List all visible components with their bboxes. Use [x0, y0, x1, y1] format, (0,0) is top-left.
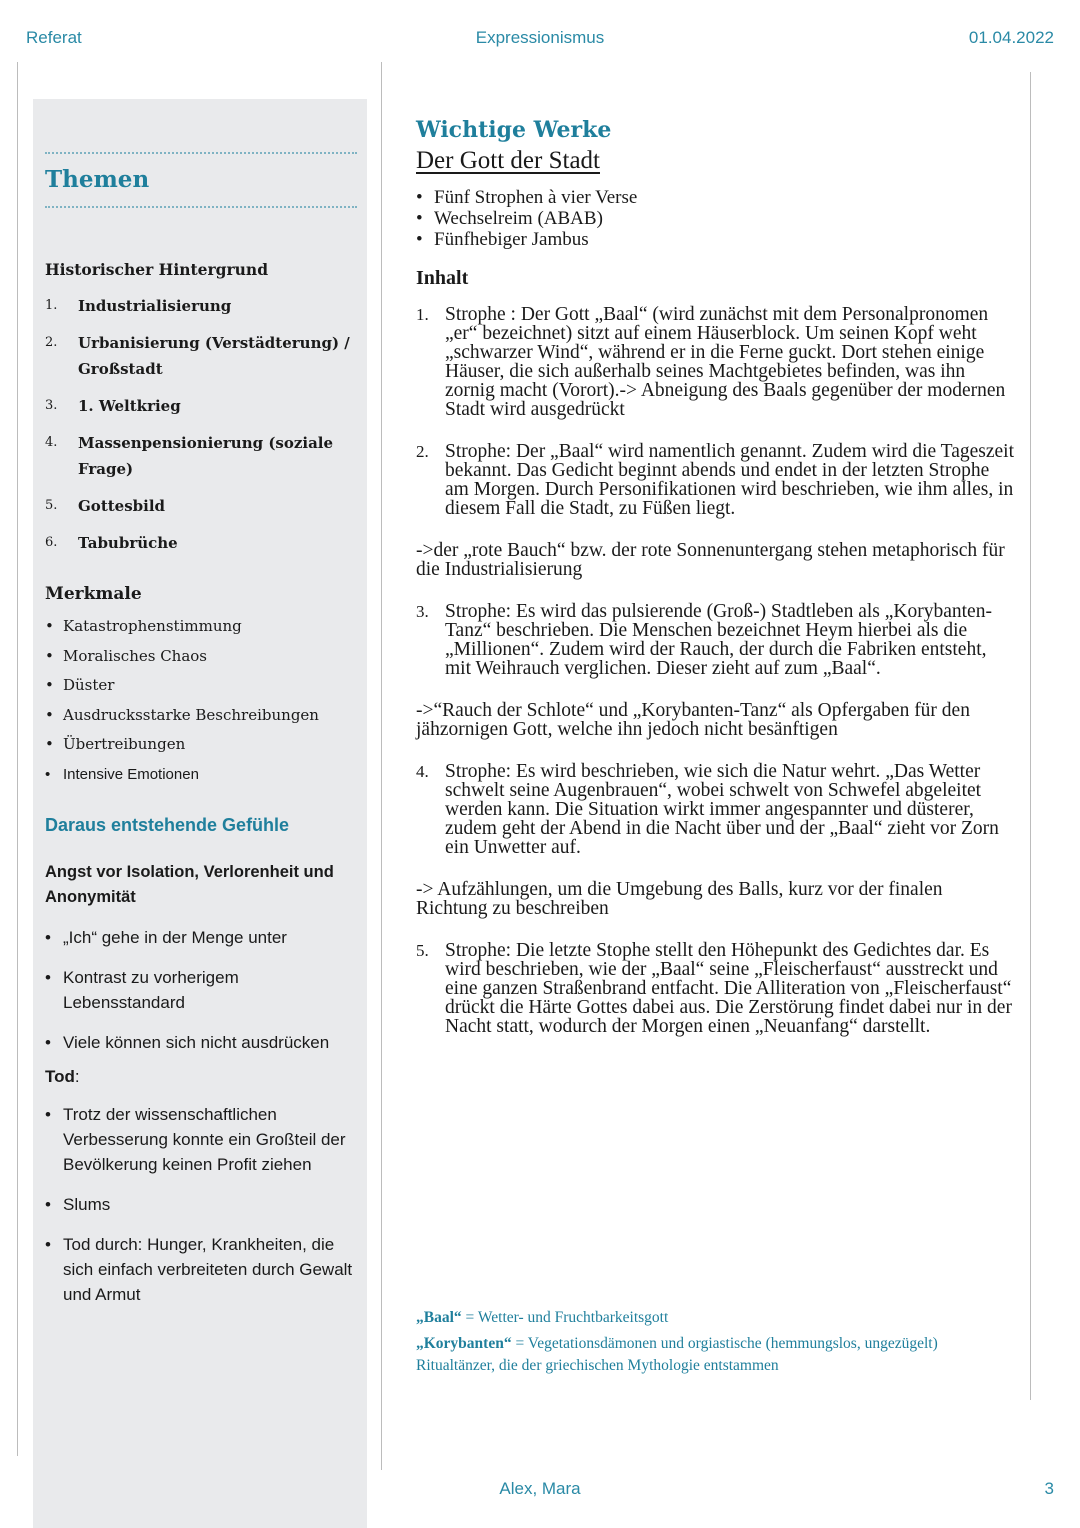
strophe-4: 4. Strophe: Es wird beschrieben, wie sich die Natur wehrt. „Das Wetter schwelt seine Augenbrauen“, wobei schwelt von Schwefel abgeleitet werden kann. Die Situation wirkt immer angespannter und düsterer, zudem geht der Abend in die Nacht über und der „Baal“ zieht vor Zorn ein Unwetter auf. [416, 761, 999, 858]
main-content [416, 117, 1016, 1036]
list-item: • Moralisches Chaos [45, 646, 208, 665]
list-item: 1. Industrialisierung [45, 297, 232, 315]
list-item: 3. 1. Weltkrieg [45, 397, 181, 415]
list-item: • Trotz der wissenschaftlichen Verbesserung konnte ein Großteil der Bevölkerung keinen Profit ziehen [45, 1105, 346, 1174]
merkmale-list [45, 612, 357, 789]
header-left: Referat [26, 28, 82, 47]
footer-authors: Alex, Mara [499, 1479, 581, 1498]
footnote-korybanten: „Korybanten“ = Vegetationsdämonen und orgiastische (hemmungslos, ungezügelt) Ritualtänzer, die der griechischen Mythologie entstammen [416, 1335, 938, 1374]
right-margin-line [1030, 72, 1031, 1400]
list-item: 4. Massenpensionierung (soziale Frage) [45, 434, 334, 478]
form-list [416, 187, 1016, 250]
gefuehle-heading: Daraus entstehende Gefühle [45, 815, 290, 835]
list-item: • Slums [45, 1195, 111, 1214]
dotted-divider-top [45, 152, 357, 154]
tod-list [45, 1102, 357, 1307]
list-item: • Übertreibungen [45, 735, 186, 753]
list-item: • Wechselreim (ABAB) [416, 208, 603, 229]
angst-heading: Angst vor Isolation, Verlorenheit und Anonymität [45, 863, 334, 906]
strophe-3: 3. Strophe: Es wird das pulsierende (Groß-) Stadtleben als „Korybanten-Tanz“ beschrieben. Die Menschen bezeichnet Heym hierbei als die „Millionen“. Zudem wird der Rauch, der durch die Fabriken entsteht, mit Weihrauch verglichen. Dieser zieht auf zum „Baal“. [416, 601, 992, 679]
strophe-1: 1. Strophe : Der Gott „Baal“ (wird zunächst mit dem Personalpronomen „er“ bezeichnet) sitzt auf einem Häuserblock. Um seinen Kopf weht „schwarzer Wind“, während er in die Ferne guckt. Dort stehen einige Häuser, die sich außerhalb seines Machtgebietes befinden, was ihn zornig macht (Vorort).-> Abneigung des Baals gegenüber der modernen Stadt wird ausgedrückt [416, 304, 1006, 420]
page-number: 3 [1044, 1479, 1054, 1498]
inhalt-heading: Inhalt [416, 267, 469, 289]
poem-title: Der Gott der Stadt [416, 147, 600, 174]
angst-list [45, 925, 357, 1055]
strophe-2: 2. Strophe: Der „Baal“ wird namentlich genannt. Zudem wird die Tageszeit bekannt. Das Gedicht beginnt abends und endet in der letzten Strophe am Morgen. Durch Personifikationen wird beschrieben, wie ihm alles, in diesem Fall die Stadt, zu Füßen liegt. [416, 441, 1015, 519]
list-item: • Kontrast zu vorherigem Lebensstandard [45, 968, 239, 1012]
column-divider-line [381, 62, 382, 1470]
sidebar [33, 99, 367, 1528]
dotted-divider-bottom [45, 206, 357, 208]
merkmale-heading: Merkmale [45, 584, 142, 604]
footnotes [416, 1305, 1016, 1377]
section-title: Wichtige Werke [416, 117, 612, 143]
footnote-baal: „Baal“ = Wetter- und Fruchtbarkeitsgott [416, 1309, 669, 1326]
list-item: • Tod durch: Hunger, Krankheiten, die sich einfach verbreiteten durch Gewalt und Armut [45, 1235, 353, 1304]
list-item: • Intensive Emotionen [45, 765, 199, 783]
historisch-list [45, 293, 357, 556]
note-3: -> Aufzählungen, um die Umgebung des Balls, kurz vor der finalen Richtung zu beschreiben [416, 879, 943, 919]
historisch-heading: Historischer Hintergrund [45, 260, 269, 279]
note-1: ->der „rote Bauch“ bzw. der rote Sonnenuntergang stehen metaphorisch für die Industrialisierung [416, 540, 1005, 580]
list-item: • Katastrophenstimmung [45, 617, 242, 635]
header-date: 01.04.2022 [968, 28, 1054, 47]
list-item: • Fünfhebiger Jambus [416, 229, 589, 250]
left-margin-line [17, 62, 18, 1456]
list-item: 2. Urbanisierung (Verstädterung) / Großstadt [45, 334, 350, 378]
sidebar-title: Themen [45, 166, 150, 193]
list-item: 5. Gottesbild [45, 497, 166, 515]
list-item: • Düster [45, 676, 115, 694]
header-title: Expressionismus [475, 28, 605, 47]
list-item: • „Ich“ gehe in der Menge unter [45, 928, 287, 947]
note-2: ->“Rauch der Schlote“ und „Korybanten-Tanz“ als Opfergaben für den jähzornigen Gott, welche ihn jedoch nicht besänftigen [416, 700, 970, 740]
list-item: 6. Tabubrüche [45, 534, 178, 552]
list-item: • Viele können sich nicht ausdrücken [45, 1033, 330, 1052]
tod-heading: Tod: [45, 1067, 80, 1086]
list-item: • Ausdrucksstarke Beschreibungen [45, 705, 319, 724]
list-item: • Fünf Strophen à vier Verse [416, 187, 638, 208]
strophe-5: 5. Strophe: Die letzte Stophe stellt den Höhepunkt des Gedichtes dar. Es wird beschrieben, wie der „Baal“ seine „Fleischerfaust“ ausstreckt und eine ganzen Straßenbrand entfacht. Die Alliteration von „Fleischerfaust“ drückt die Härte Gottes dabei aus. Die Zerstörung findet dabei nur in der Nacht statt, wodurch der Morgen einen „Neuanfang“ darstellt. [416, 940, 1012, 1037]
